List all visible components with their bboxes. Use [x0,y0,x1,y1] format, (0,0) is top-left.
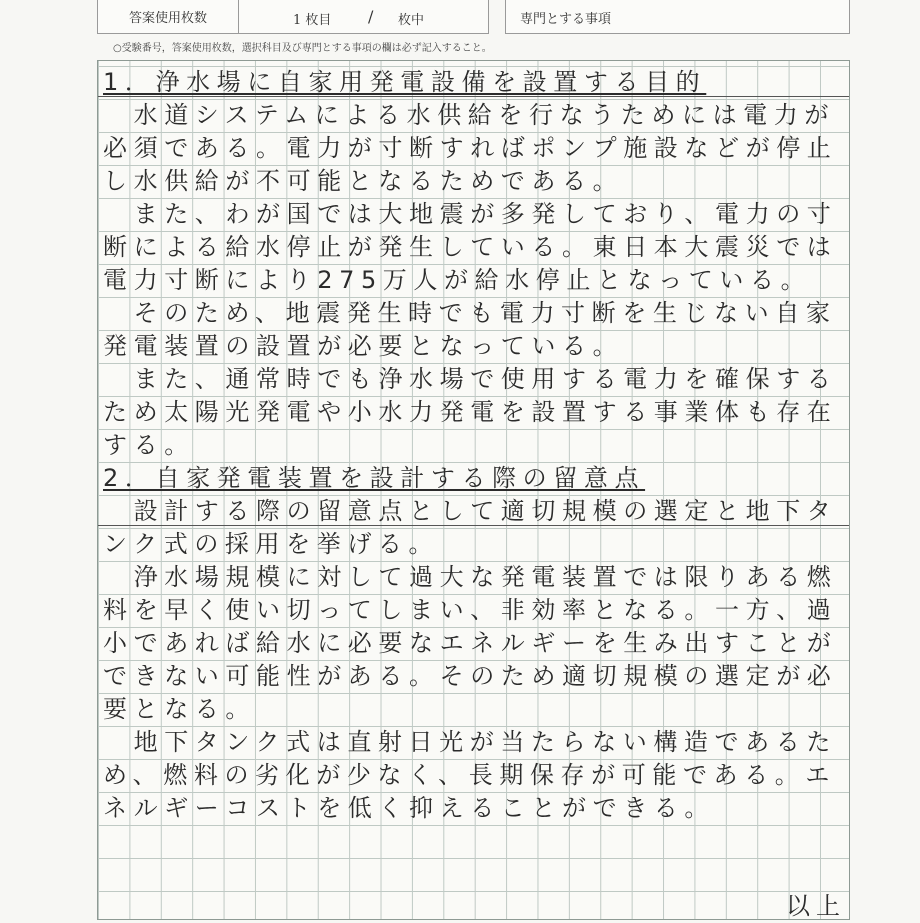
answer-line: し水供給が不可能となるためである。 [103,167,624,195]
answer-line: ンク式の採用を挙げる。 [103,530,440,558]
sheet-number: 1 枚目 [293,13,332,28]
answer-line: また、通常時でも浄水場で使用する電力を確保する [103,365,838,393]
answer-line: め、燃料の劣化が少なく、長期保存が可能である。エ [103,761,836,789]
answer-line: そのため、地震発生時でも電力寸断を生じない自家 [103,299,837,327]
answer-line: ネルギーコストを低く抑えることができる。 [103,794,715,822]
answer-line: 浄水場規模に対して過大な発電装置では限りある燃 [103,563,838,591]
answer-line: 水道システムによる水供給を行なうためには電力が [103,101,835,129]
answer-line: 料を早く使い切ってしまい、非効率となる。一方、過 [103,596,838,624]
answer-line: 地下タンク式は直射日光が当たらない構造であるた [103,728,837,756]
specialty-label: 専門とする事項 [520,12,612,27]
section-heading: 2．自家発電装置を設計する際の留意点 [103,464,646,492]
answer-line: 必須である。電力が寸断すればポンプ施設などが停止 [103,134,838,162]
section-heading: 1．浄水場に自家用発電設備を設置する目的 [103,68,707,96]
answer-line: ため太陽光発電や小水力発電を設置する事業体も存在 [103,398,838,426]
answer-line: 設計する際の留意点として適切規模の選定と地下タ [103,497,838,525]
answer-line: 電力寸断により275万人が給水停止となっている。 [103,266,812,294]
closing-mark: 以上 [786,892,846,920]
specialty-box [505,0,850,34]
answer-line: できない可能性がある。そのため適切規模の選定が必 [103,662,838,690]
answer-line: 要となる。 [103,695,256,723]
sheet-total: 枚中 [398,13,425,28]
sheet-count-label: 答案使用枚数 [98,0,239,33]
answer-line: する。 [103,431,195,459]
answer-line: また、わが国では大地震が多発しており、電力の寸 [103,200,838,228]
answer-line: 発電装置の設置が必要となっている。 [103,332,624,360]
answer-line: 小であれば給水に必要なエネルギーを生み出すことが [103,629,838,657]
sheet-count-box [97,0,489,34]
answer-line: 断による給水停止が発生している。東日本大震災では [103,233,838,261]
instruction-note: ○受験番号，答案使用枚数，選択科目及び専門とする事項の欄は必ず記入すること。 [113,43,492,54]
sheet-slash: / [368,7,374,26]
